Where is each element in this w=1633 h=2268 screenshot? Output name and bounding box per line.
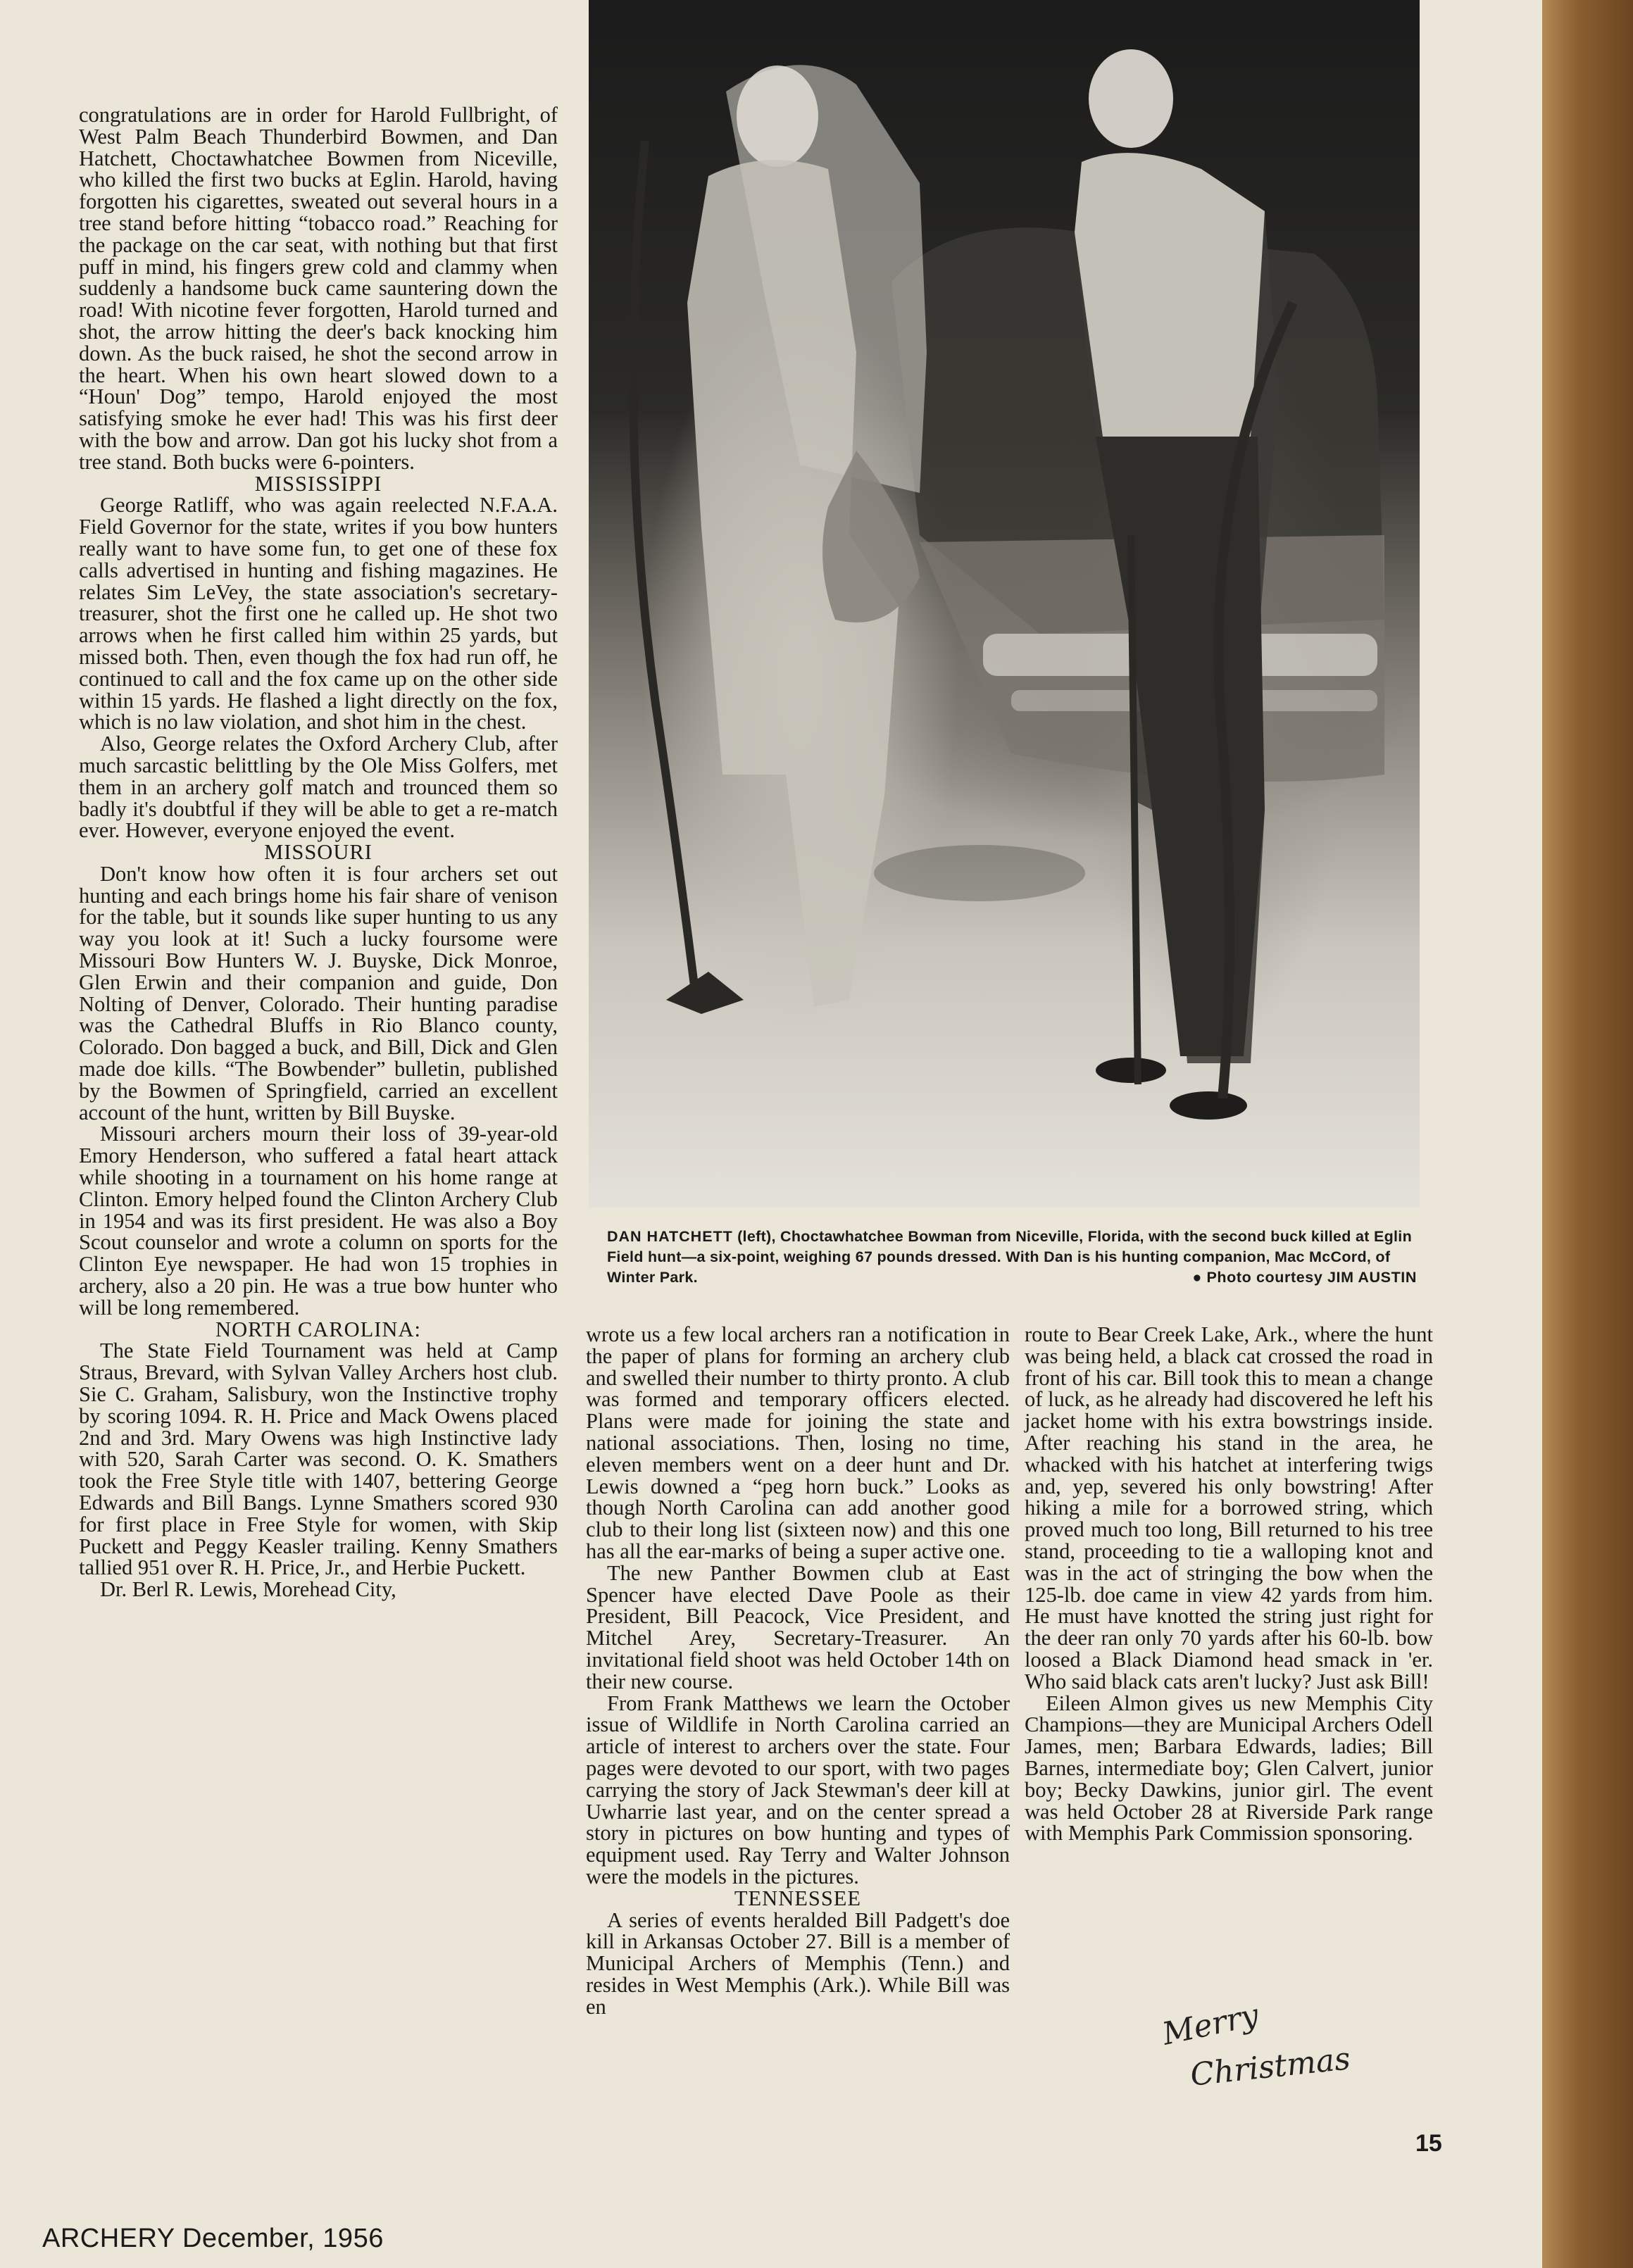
magazine-footer: ARCHERY December, 1956	[42, 2224, 384, 2253]
paragraph-panther-bowmen: The new Panther Bowmen club at East Spencer have elected Dave Poole as their President, Bill Peacock, Vice President, and Mitchel Arey, Secretary-Treasurer. An invitational field shoot was held October 14th on their new course.	[586, 1560, 1010, 1693]
hunters-photo-illustration	[589, 0, 1420, 1208]
merry-christmas-greeting	[1155, 1997, 1352, 2098]
paragraph-emory-henderson: Missouri archers mourn their loss of 39-year-old Emory Henderson, who suffered a fatal heart attack while shooting in a tournament on his home range at Clinton. Emory helped found the Clinton Archery Club in 1954 and was its first president. He was also a Boy Scout counselor and wrote a column on sports for the Clinton Eye newspaper. He had won 15 trophies in archery, also a 20 pin. He was a true bow hunter who will be long remembered.	[79, 1122, 558, 1320]
paragraph-black-cat: route to Bear Creek Lake, Ark., where the hunt was being held, a black cat crossed the road in front of his car. Bill took this to mean a change of luck, as he already had discovered he left his jacket home with his extra bowstrings inside. After reaching his stand in the area, he whacked with his hatchet at interfering twigs and, yep, severed his only bowstring! After hiking a mile for a borrowed string, which proved much too long, Bill returned to his tree stand, proceeding to tie a walloping knot and was in the act of stringing the bow when the 125-lb. doe came in view 42 yards from him. He must have knotted the string just right for the deer ran only 70 yards after his 60-lb. bow loosed a Black Diamond head smack in 'er. Who said black cats aren't lucky? Just ask Bill!	[1025, 1322, 1433, 1693]
paragraph-memphis-champions: Eileen Almon gives us new Memphis City Champions—they are Municipal Archers Odell James, men; Barbara Edwards, ladies; Bill Barnes, intermediate boy; Glen Calvert, junior boy; Becky Dawkins, junior girl. The event was held October 28 at Riverside Park range with Memphis Park Commission sponsoring.	[1025, 1691, 1433, 1846]
caption-text: (left), Choctawhatchee Bowman from Niceville, Florida, with the second buck killed at Eglin Field hunt—a six-point, weighing 67 pounds dressed. With Dan is his hunting companion, Mac McCord, of Winter Park.	[607, 1228, 1413, 1286]
paragraph-missouri-hunt: Don't know how often it is four archers set out hunting and each brings home his fair share of venison for the table, but it sounds like super hunting to us any way you look at it! Such a lucky foursome were Missouri Bow Hunters W. J. Buyske, Dick Monroe, Glen Erwin and their companion and guide, Don Nolting of Denver, Colorado. Their hunting paradise was the Cathedral Bluffs in Rio Blanco county, Colorado. Don bagged a buck, and Bill, Dick and Glen made doe kills. “The Bowbender” bulletin, published by the Bowmen of Springfield, carried an excellent account of the hunt, written by Bill Buyske.	[79, 861, 558, 1124]
page-number: 15	[1415, 2130, 1442, 2157]
section-heading-tennessee: TENNESSEE	[734, 1886, 862, 1910]
paragraph-fox-calls: George Ratliff, who was again reelected N.F.A.A. Field Governor for the state, writes if you bow hunters really want to have some fun, to get one of these fox calls advertised in hunting and fishing magazines. He relates Sim LeVey, the state association's secretary-treasurer, shot the first one he called up. He shot two arrows when he first called him within 25 yards, but missed both. Then, even though the fox had run off, he continued to call and the fox came up on the other side within 15 yards. He flashed a light directly on the fox, which is no law violation, and shot him in the chest.	[79, 493, 558, 734]
article-column-2	[586, 1324, 1010, 2018]
hunters-photo	[589, 0, 1420, 1208]
greeting-christmas: Christmas	[1188, 2041, 1352, 2093]
page-gutter-edge	[1542, 0, 1633, 2268]
article-column-1	[79, 104, 558, 1600]
paragraph-state-field-tournament: The State Field Tournament was held at Camp Straus, Brevard, with Sylvan Valley Archers host club. Sie C. Graham, Salisbury, won the Instinctive trophy by scoring 1094. R. H. Price and Mack Owens placed 2nd and 3rd. Mary Owens was high Instinctive lady with 520, Sarah Carter was second. O. K. Smathers took the Free Style title with 1407, bettering George Edwards and Bill Bangs. Lynne Smathers scored 930 for first place in Free Style for women, with Skip Puckett and Peggy Keasler trailing. Kenny Smathers tallied 951 over R. H. Price, Jr., and Herbie Puckett.	[79, 1339, 558, 1580]
photo-caption	[607, 1227, 1417, 1288]
paragraph-oxford-club: Also, George relates the Oxford Archery Club, after much sarcastic belittling by the Ole Miss Golfers, met them in an archery golf match and trounced them so badly it's doubtful if they will be able to get a re-match ever. However, everyone enjoyed the event.	[79, 732, 558, 843]
paragraph-florida-bucks: congratulations are in order for Harold Fullbright, of West Palm Beach Thunderbird Bowmen, and Dan Hatchett, Choctawhatchee Bowmen from Niceville, who killed the first two bucks at Eglin. Harold, having forgotten his cigarettes, sweated out several hours in a tree stand before hitting “tobacco road.” Reaching for the package on the car seat, with nothing but that first puff in mind, his fingers grew cold and clammy when suddenly a handsome buck came sauntering down the road! With nicotine fever forgotten, Harold turned and shot, the arrow hitting the deer's back knocking him down. As the buck raised, he shot the second arrow in the heart. When his own heart slowed down to a “Houn' Dog” tempo, Harold enjoyed the most satisfying smoke he ever had! This was his first deer with the bow and arrow. Dan got his lucky shot from a tree stand. Both bucks were 6-pointers.	[79, 103, 558, 474]
paragraph-wildlife-magazine: From Frank Matthews we learn the October issue of Wildlife in North Carolina carried an article of interest to archers over the state. Four pages were devoted to our sport, with two pages carrying the story of Jack Stewman's deer kill at Uwharrie last year, and on the center spread a story in pictures on bow hunting and types of equipment used. Ray Terry and Walter Johnson were the models in the pictures.	[586, 1691, 1010, 1888]
article-column-3	[1025, 1324, 1433, 1844]
section-heading-north-carolina: NORTH CAROLINA:	[215, 1317, 421, 1341]
paragraph-dr-lewis: Dr. Berl R. Lewis, Morehead City,	[100, 1577, 396, 1602]
caption-name: DAN HATCHETT	[607, 1228, 733, 1245]
greeting-merry: Merry	[1159, 1997, 1262, 2053]
paragraph-bill-padgett: A series of events heralded Bill Padgett's doe kill in Arkansas October 27. Bill is a member of Municipal Archers of Memphis (Tenn.) and resides in West Memphis (Ark.). While Bill was en	[586, 1907, 1010, 2019]
paragraph-new-club: wrote us a few local archers ran a notification in the paper of plans for forming an archery club and swelled their number to thirty pronto. A club was formed and temporary officers elected. Plans were made for joining the state and national associations. Then, losing no time, eleven members went on a deer hunt and Dr. Lewis downed a “peg horn buck.” Looks as though North Carolina can add another good club to their long list (sixteen now) and this one has all the ear-marks of being a super active one.	[586, 1322, 1010, 1563]
photo-credit: ● Photo courtesy JIM AUSTIN	[1192, 1269, 1417, 1286]
section-heading-missouri: MISSOURI	[264, 840, 373, 865]
section-heading-mississippi: MISSISSIPPI	[254, 471, 382, 496]
